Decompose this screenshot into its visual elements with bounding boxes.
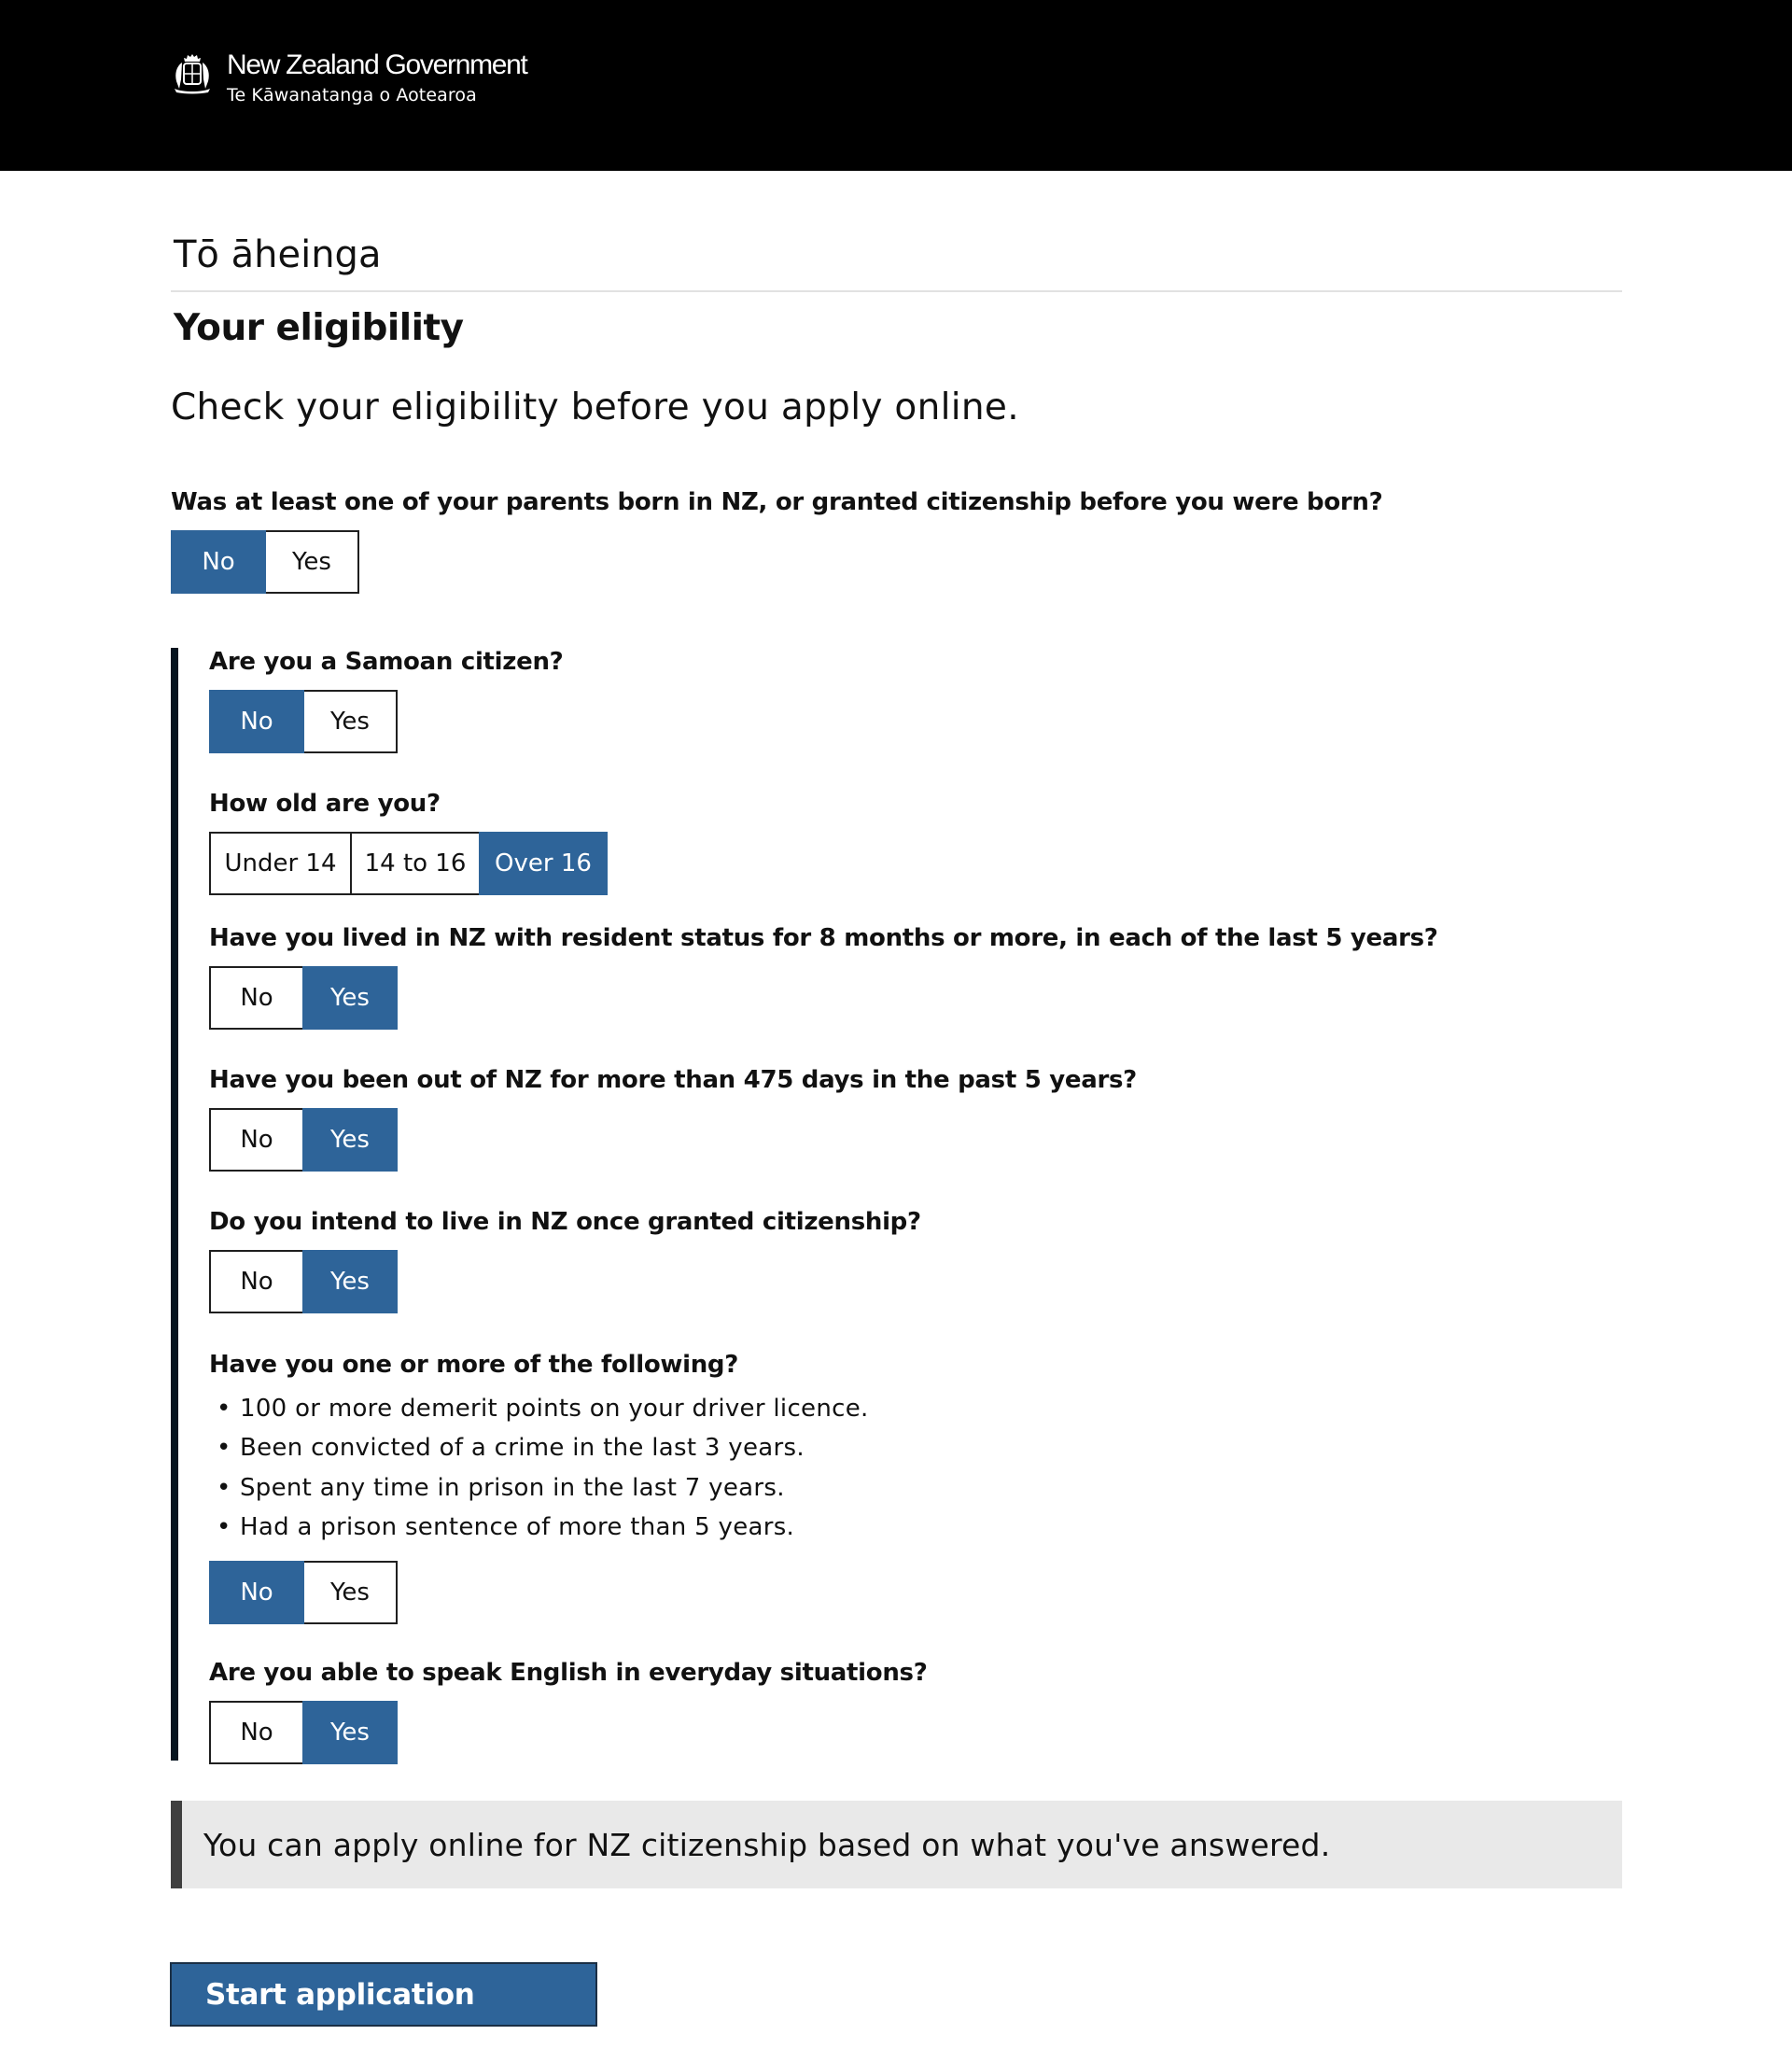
question-age <box>209 790 608 895</box>
answer-group <box>209 1108 1137 1172</box>
answer-yes-button[interactable]: Yes <box>302 690 398 753</box>
question-intend-to-live <box>209 1208 921 1313</box>
question-label: Are you a Samoan citizen? <box>209 647 564 676</box>
answer-no-button[interactable]: No <box>209 1108 304 1172</box>
answer-yes-button[interactable]: Yes <box>302 1250 398 1313</box>
question-label: Have you one or more of the following? <box>209 1350 739 1379</box>
org-name: New Zealand Government <box>227 49 527 80</box>
list-item: • Been convicted of a crime in the last 3 years. <box>209 1428 869 1468</box>
question-label: Have you lived in NZ with resident status for 8 months or more, in each of the last 5 years? <box>209 923 1438 952</box>
question-parents <box>171 488 1622 594</box>
eligibility-result-notice <box>171 1801 1622 1888</box>
answer-group <box>209 832 608 895</box>
question-label: How old are you? <box>209 789 441 818</box>
answer-no-button[interactable]: No <box>209 1561 304 1624</box>
question-samoan <box>209 648 563 753</box>
question-label: Are you able to speak English in everyday situations? <box>209 1658 928 1687</box>
page-title: Your eligibility <box>174 307 464 349</box>
answer-no-button[interactable]: No <box>209 690 304 753</box>
page-lead: Check your eligibility before you apply online. <box>171 386 1019 428</box>
answer-group <box>209 690 563 753</box>
question-days-away <box>209 1066 1137 1172</box>
question-label: Have you been out of NZ for more than 475 days in the past 5 years? <box>209 1065 1137 1094</box>
answer-yes-button[interactable]: Yes <box>302 1561 398 1624</box>
answer-group <box>171 530 1622 594</box>
answer-group <box>209 1250 921 1313</box>
site-header <box>0 0 1792 171</box>
org-subtitle: Te Kāwanatanga o Aotearoa <box>227 85 477 105</box>
main-content <box>171 171 1622 2012</box>
start-application-button[interactable]: Start application <box>170 1962 597 2027</box>
list-item: • 100 or more demerit points on your driver licence. <box>209 1389 869 1429</box>
answer-yes-button[interactable]: Yes <box>302 1108 398 1172</box>
result-message: You can apply online for NZ citizenship based on what you've answered. <box>203 1826 1331 1863</box>
answer-no-button[interactable]: No <box>171 530 266 594</box>
list-item: • Spent any time in prison in the last 7 years. <box>209 1468 869 1509</box>
follow-up-questions <box>171 648 1622 1761</box>
answer-over-16-button[interactable]: Over 16 <box>479 832 608 895</box>
answer-group <box>209 1701 928 1764</box>
answer-yes-button[interactable]: Yes <box>302 1701 398 1764</box>
nz-coat-of-arms-icon <box>169 51 216 94</box>
heading-divider <box>171 290 1622 292</box>
answer-group <box>209 1561 869 1624</box>
nz-government-logo[interactable] <box>169 51 527 105</box>
question-label: Was at least one of your parents born in NZ, or granted citizenship before you were born? <box>171 487 1383 516</box>
answer-group <box>209 966 1438 1030</box>
answer-no-button[interactable]: No <box>209 1250 304 1313</box>
question-character <box>209 1351 869 1624</box>
answer-under-14-button[interactable]: Under 14 <box>209 832 352 895</box>
maori-heading: Tō āheinga <box>174 233 382 276</box>
character-criteria-list <box>209 1389 869 1548</box>
question-english <box>209 1659 928 1764</box>
answer-no-button[interactable]: No <box>209 1701 304 1764</box>
question-residence <box>209 924 1438 1030</box>
answer-no-button[interactable]: No <box>209 966 304 1030</box>
answer-yes-button[interactable]: Yes <box>302 966 398 1030</box>
answer-yes-button[interactable]: Yes <box>264 530 359 594</box>
answer-14-to-16-button[interactable]: 14 to 16 <box>350 832 481 895</box>
question-label: Do you intend to live in NZ once granted citizenship? <box>209 1207 921 1236</box>
list-item: • Had a prison sentence of more than 5 years. <box>209 1508 869 1548</box>
